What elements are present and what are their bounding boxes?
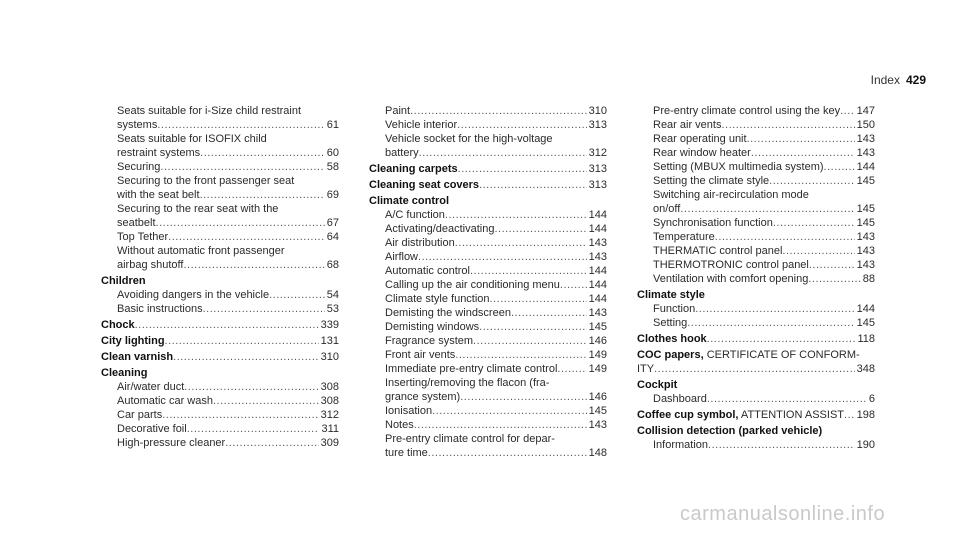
index-entry-label: Automatic control [385,265,470,277]
index-entry-label: Dashboard [653,393,707,405]
page-reference[interactable]: 339 [320,319,339,331]
index-entry [369,178,607,192]
index-subentry [101,380,339,394]
leader-dots [687,316,854,330]
index-entry-label: Fragrance system [385,335,474,347]
index-entry [101,350,339,364]
index-entry-label: Climate style function [385,293,490,305]
index-entry-label: A/C function [385,209,445,221]
index-entry-label: battery [385,147,419,159]
leader-dots [160,160,324,174]
leader-dots [560,278,587,292]
page-reference[interactable]: 145 [856,217,875,229]
index-subentry [101,188,339,202]
leader-dots [414,418,587,432]
index-entry-label: ITY [637,363,655,375]
index-entry-label: Securing [117,161,161,173]
page-reference[interactable]: 144 [588,209,607,221]
page-reference[interactable]: 310 [320,351,339,363]
index-entry-label: Airflow [385,251,419,263]
page-reference[interactable]: 145 [588,405,607,417]
index-entry [101,318,339,332]
index-entry-term: Coffee cup symbol, [637,409,739,421]
index-subentry-text: Switching air-recirculation mode [653,189,809,201]
leader-dots [213,394,319,408]
leader-dots [200,188,325,202]
index-subentry [369,118,607,132]
index-entry-label: Rear window heater [653,147,751,159]
index-entry-label [101,350,173,364]
page-reference[interactable]: 58 [326,161,339,173]
index-subentry [369,446,607,460]
leader-dots [157,118,324,132]
index-entry-term: Cleaning seat covers [369,179,480,191]
index-subentry [637,392,875,406]
leader-dots [773,216,855,230]
page-reference[interactable]: 146 [588,335,607,347]
leader-dots [419,146,587,160]
page-number: 429 [905,73,926,87]
index-entry-term: Cleaning carpets [369,163,458,175]
index-entry-label: Setting [653,317,688,329]
index-heading: Children [101,275,146,287]
section-title: Index [870,73,900,87]
page-reference[interactable]: 64 [326,231,339,243]
leader-dots [165,334,319,348]
index-entry-label: airbag shutoff [117,259,184,271]
index-subentry [369,264,607,278]
leader-dots [455,236,587,250]
index-subentry [637,202,875,216]
index-subentry [369,334,607,348]
leader-dots [654,362,855,376]
index-subentry [369,250,607,264]
index-entry-label [101,318,135,332]
page-reference[interactable]: 143 [588,419,607,431]
index-entry [637,332,875,346]
leader-dots [457,118,586,132]
index-subentry [637,362,875,376]
leader-dots [511,306,587,320]
leader-dots [203,302,325,316]
page-reference[interactable]: 145 [856,203,875,215]
page-reference[interactable]: 311 [321,423,339,435]
leader-dots [557,362,586,376]
index-column-3 [637,104,875,452]
leader-dots [200,146,325,160]
index-subentry [637,244,875,258]
index-subentry [101,394,339,408]
index-subentry [369,292,607,306]
index-subentry [369,390,607,404]
index-entry-label: Calling up the air conditioning menu [385,279,560,291]
page-reference[interactable]: 310 [588,105,607,117]
leader-dots [455,348,586,362]
index-subentry [369,104,607,118]
index-entry-label: Vehicle interior [385,119,458,131]
index-entry-label: grance system) [385,391,461,403]
index-subentry [101,288,339,302]
leader-dots [458,162,587,176]
index-subentry-text: Pre-entry climate control for depar- [385,433,555,445]
index-entry-label: Paint [385,105,411,117]
page-reference[interactable]: 54 [326,289,339,301]
index-subentry-text: Securing to the rear seat with the [117,203,279,215]
index-entry-term: Clothes hook [637,333,707,345]
index-entry-label: Air/water duct [117,381,185,393]
leader-dots [840,104,855,118]
index-entry-label: restraint systems [117,147,201,159]
leader-dots [490,292,587,306]
index-subentry [101,160,339,174]
index-subentry [637,174,875,188]
leader-dots [445,208,587,222]
index-subentry [637,316,875,330]
index-entry-label: Temperature [653,231,715,243]
index-subentry [637,230,875,244]
page-reference[interactable]: 143 [856,147,875,159]
page-reference[interactable]: 53 [326,303,339,315]
index-subentry [369,146,607,160]
page-reference[interactable]: 198 [856,409,875,421]
index-entry-label: seatbelt [117,217,156,229]
index-entry-term: City lighting [101,335,165,347]
index-entry-label: Demisting windows [385,321,480,333]
index-entry-label: High-pressure cleaner [117,437,226,449]
page-reference[interactable]: 143 [588,307,607,319]
leader-dots [410,104,587,118]
leader-dots [747,132,855,146]
index-crossref: ATTENTION ASSIST [738,409,845,421]
index-entry-label: Pre-entry climate control using the key [653,105,841,117]
index-entry-label: Rear operating unit [653,133,747,145]
page-reference[interactable]: 309 [320,437,339,449]
index-entry [369,162,607,176]
leader-dots [269,288,325,302]
index-entry-label: Automatic car wash [117,395,213,407]
page-reference[interactable]: 67 [326,217,339,229]
page-reference[interactable]: 144 [856,161,875,173]
leader-dots [769,174,854,188]
index-subentry-text: Vehicle socket for the high-voltage [385,133,553,145]
index-subentry-text: Seats suitable for i-Size child restraint [117,105,302,117]
page-reference[interactable]: 6 [868,393,875,405]
index-entry-label: Top Tether [117,231,169,243]
page-reference[interactable]: 144 [588,293,607,305]
leader-dots [156,216,325,230]
leader-dots [479,320,586,334]
index-entry-label: Notes [385,419,414,431]
index-heading: Cleaning [101,367,148,379]
index-entry-label: Immediate pre-entry climate control [385,363,558,375]
leader-dots [494,222,586,236]
index-subentry [637,258,875,272]
page-reference[interactable]: 149 [588,349,607,361]
page-reference[interactable]: 143 [856,231,875,243]
page-reference[interactable]: 312 [320,409,339,421]
index-heading-term: COC papers, [637,349,704,361]
page-reference[interactable]: 131 [320,335,339,347]
index-entry-label [101,334,165,348]
index-subentry [369,348,607,362]
leader-dots [173,350,319,364]
index-entry-label: Function [653,303,696,315]
index-subentry [101,408,339,422]
index-entry-label: THERMATIC control panel [653,245,783,257]
index-entry-label: ture time [385,447,428,459]
leader-dots [680,202,854,216]
index-entry-label: Setting (MBUX multimedia system) [653,161,824,173]
index-subentry [101,258,339,272]
leader-dots [473,334,587,348]
page-reference[interactable]: 144 [588,279,607,291]
page-reference[interactable]: 313 [588,119,607,131]
leader-dots [751,146,855,160]
index-entry [101,334,339,348]
index-heading: Collision detection (parked vehicle) [637,425,823,437]
page-reference[interactable]: 145 [856,317,875,329]
index-entry-term: Clean varnish [101,351,174,363]
index-entry [637,408,875,422]
index-entry-label: Front air vents [385,349,456,361]
page-reference[interactable]: 143 [856,133,875,145]
index-entry-label [637,332,707,346]
page-reference[interactable]: 308 [320,395,339,407]
leader-dots [184,380,318,394]
leader-dots [808,272,860,286]
index-entry-label [369,162,458,176]
index-subentry [101,230,339,244]
index-subentry [637,438,875,452]
index-subentry [369,404,607,418]
index-column-2 [369,104,607,460]
leader-dots [824,160,855,174]
leader-dots [168,230,325,244]
leader-dots [225,436,318,450]
index-subentry [369,208,607,222]
leader-dots [707,332,856,346]
page-reference[interactable]: 118 [857,333,875,345]
page-reference[interactable]: 143 [588,251,607,263]
index-entry-label: Car parts [117,409,163,421]
index-subentry [637,132,875,146]
page-reference[interactable]: 143 [856,259,875,271]
page-reference[interactable]: 308 [320,381,339,393]
page-reference[interactable]: 312 [588,147,607,159]
leader-dots [708,438,855,452]
index-entry-label: THERMOTRONIC control panel [653,259,809,271]
page-header [871,73,926,87]
index-subentry-text: Without automatic front passenger [117,245,285,257]
leader-dots [844,408,855,422]
index-subentry [101,118,339,132]
page-reference[interactable]: 148 [588,447,607,459]
index-subentry [101,216,339,230]
watermark-text: carmanualsonline.info [680,503,886,525]
leader-dots [809,258,855,272]
index-subentry-text: Securing to the front passenger seat [117,175,295,187]
leader-dots [715,230,855,244]
index-subentry [637,160,875,174]
leader-dots [470,264,587,278]
index-subentry [101,436,339,450]
index-entry-label [637,408,844,422]
index-subentry [637,302,875,316]
leader-dots [695,302,854,316]
index-subentry [369,278,607,292]
index-column-1 [101,104,339,450]
index-entry-label: Synchronisation function [653,217,773,229]
index-subentry [369,320,607,334]
page-reference[interactable]: 150 [856,119,875,131]
index-entry-label: Rear air vents [653,119,722,131]
page-reference[interactable]: 313 [588,163,607,175]
index-entry-label: Decorative foil [117,423,187,435]
leader-dots [432,404,587,418]
index-subentry [369,236,607,250]
page-reference[interactable]: 144 [588,265,607,277]
index-subentry [637,216,875,230]
leader-dots [782,244,854,258]
index-heading: Climate control [369,195,450,207]
index-entry-label: on/off [653,203,681,215]
index-heading: Cockpit [637,379,678,391]
index-entry-label: systems [117,119,158,131]
index-subentry [637,146,875,160]
leader-dots [460,390,586,404]
index-subentry [369,362,607,376]
page-reference[interactable]: 61 [326,119,339,131]
index-entry-label: Air distribution [385,237,455,249]
page-reference[interactable]: 348 [856,363,875,375]
page-reference[interactable]: 146 [588,391,607,403]
page-reference[interactable]: 69 [326,189,339,201]
index-subentry [369,222,607,236]
index-subentry [637,118,875,132]
index-entry-label: Ionisation [385,405,433,417]
index-subentry [369,418,607,432]
page-reference[interactable]: 68 [326,259,339,271]
page-reference[interactable]: 144 [856,303,875,315]
page-reference[interactable]: 143 [856,245,875,257]
page-reference[interactable]: 88 [862,273,875,285]
index-entry-label: Avoiding dangers in the vehicle [117,289,270,301]
index-subentry-text: Inserting/removing the flacon (fra- [385,377,550,389]
leader-dots [162,408,318,422]
page-reference[interactable]: 147 [856,105,875,117]
page-reference[interactable]: 313 [588,179,607,191]
index-subentry [101,302,339,316]
index-subentry [101,146,339,160]
leader-dots [418,250,587,264]
page-reference[interactable]: 190 [856,439,875,451]
index-entry-label: Ventilation with comfort opening [653,273,809,285]
page-reference[interactable]: 145 [856,175,875,187]
page-reference[interactable]: 144 [588,223,607,235]
index-heading [637,348,875,362]
index-entry-label: Activating/deactivating [385,223,495,235]
leader-dots [428,446,587,460]
leader-dots [135,318,319,332]
index-subentry [369,306,607,320]
index-entry-label [369,178,479,192]
page-reference[interactable]: 149 [588,363,607,375]
page-reference[interactable]: 143 [588,237,607,249]
index-entry-term: Chock [101,319,135,331]
leader-dots [187,422,320,436]
index-crossref: CERTIFICATE OF CONFORM- [703,349,860,361]
index-entry-label: Basic instructions [117,303,203,315]
index-entry-label: with the seat belt [117,189,200,201]
index-entry-label: Setting the climate style [653,175,770,187]
index-subentry-text: Seats suitable for ISOFIX child [117,133,267,145]
index-entry-label: Information [653,439,709,451]
leader-dots [479,178,587,192]
leader-dots [721,118,854,132]
page-reference[interactable]: 60 [326,147,339,159]
index-heading: Climate style [637,289,705,301]
index-subentry [101,422,339,436]
index-subentry [637,104,875,118]
leader-dots [183,258,324,272]
leader-dots [707,392,867,406]
index-subentry [637,272,875,286]
page-reference[interactable]: 145 [588,321,607,333]
index-entry-label: Demisting the windscreen [385,307,511,319]
